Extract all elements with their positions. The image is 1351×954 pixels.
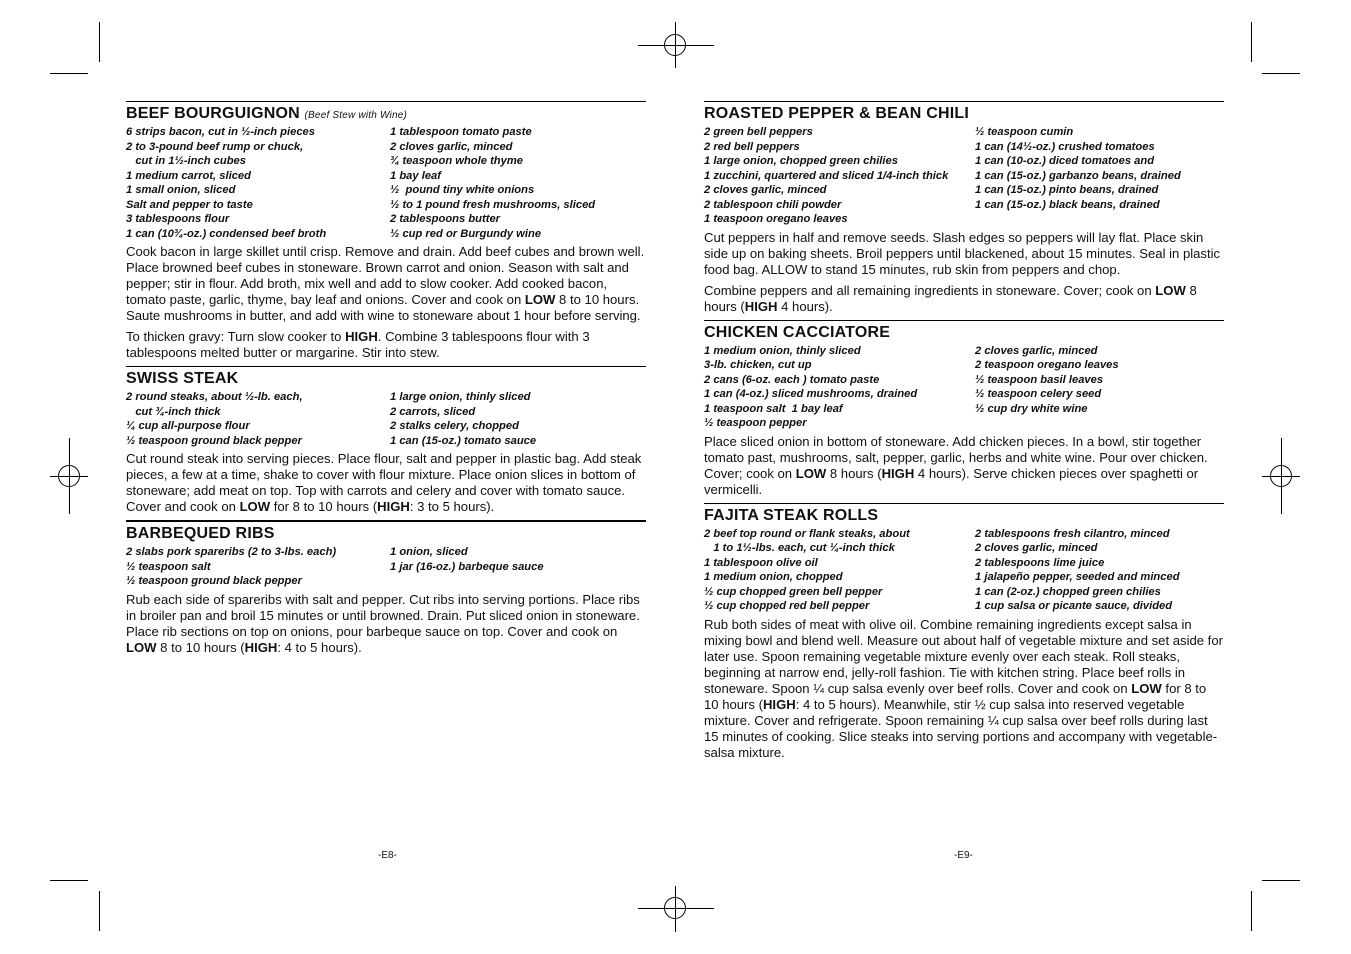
ingredient: ½ teaspoon cumin <box>975 126 1074 138</box>
ingredient: cut ¾-inch thick <box>126 405 221 418</box>
ingredient: ½ pound tiny white onions <box>390 184 535 196</box>
crop-mark <box>99 22 100 62</box>
crop-mark <box>1262 73 1300 74</box>
ingredient: ½ teaspoon celery seed <box>975 388 1102 400</box>
ingredient-column-left <box>704 344 967 431</box>
ingredient-column-left <box>704 527 967 614</box>
ingredient-list <box>704 527 1224 614</box>
ingredient: 1 medium onion, thinly sliced <box>704 344 861 357</box>
instructions-paragraph: Cook bacon in large skillet until crisp. Remove and drain. Add beef cubes and brown well. Place browned beef cubes in stoneware. Brown carrot and onion. Season with salt and pepper; stir in flour. Add broth, mix well and add to slow cooker. Add cooked bacon, tomato paste, garlic, thyme, bay leaf and onions. Cover and cook on LOW 8 to 10 hours. Saute mushrooms in butter, and add with wine to stoneware about 1 hour before serving. <box>126 244 645 323</box>
ingredient: 1 teaspoon salt 1 bay leaf <box>704 402 843 415</box>
ingredient: 2 cloves garlic, minced <box>390 140 513 153</box>
ingredient: ½ cup chopped green bell pepper <box>704 585 883 598</box>
ingredient: 2 beef top round or flank steaks, about <box>704 527 910 540</box>
ingredient: ¾ teaspoon whole thyme <box>390 155 524 167</box>
ingredient-column-left <box>704 125 967 227</box>
ingredient: 1 can (14½-oz.) crushed tomatoes <box>975 140 1155 153</box>
recipe-title: ROASTED PEPPER & BEAN CHILI <box>704 105 969 122</box>
ingredient: 1 to 1½-lbs. each, cut ¼-inch thick <box>704 542 895 554</box>
ingredient: ½ teaspoon pepper <box>704 417 807 429</box>
ingredient-list <box>126 125 646 241</box>
ingredient: 1 cup salsa or picante sauce, divided <box>975 600 1173 612</box>
instructions-paragraph: Cut round steak into serving pieces. Place flour, salt and pepper in plastic bag. Add steak pieces, a few at a time, shake to cover with flour mixture. Place onion slices in bottom of stoneware; add meat on top. Top with carrots and celery and cover with tomato sauce. Cover and cook on LOW for 8 to 10 hours (HIGH: 3 to 5 hours). <box>126 451 642 514</box>
section-divider <box>126 366 646 367</box>
ingredient: 2 round steaks, about ½-lb. each, <box>126 391 303 403</box>
ingredient: 3-lb. chicken, cut up <box>704 359 812 371</box>
ingredient-column-right <box>390 390 646 448</box>
recipe-roasted-pepper-bean-chili <box>704 101 1224 315</box>
ingredient: 2 slabs pork spareribs (2 to 3-lbs. each) <box>126 546 337 558</box>
ingredient: 1 can (15-oz.) tomato sauce <box>390 434 537 447</box>
crop-mark <box>1262 476 1300 477</box>
recipe-title <box>126 105 646 123</box>
ingredient-column-left <box>126 545 382 589</box>
ingredient: 1 bay leaf <box>390 169 441 182</box>
recipe-title-text: BEEF BOURGUIGNON <box>126 105 300 122</box>
ingredient: 2 cloves garlic, minced <box>975 542 1098 554</box>
ingredient-list <box>704 344 1224 431</box>
ingredient: ½ teaspoon ground black pepper <box>126 575 302 587</box>
ingredient: ¼ cup all-purpose flour <box>126 420 250 432</box>
instructions-paragraph: Place sliced onion in bottom of stoneware. Add chicken pieces. In a bowl, stir together tomato past, mushrooms, salt, pepper, garlic, herbs and white wine. Pour over chicken. Cover; cook on LOW 8 hours (HIGH 4 hours). Serve chicken pieces over spaghetti or vermicelli. <box>704 433 1208 497</box>
recipe-chicken-cacciatore <box>704 320 1224 498</box>
recipe-barbequed-ribs <box>126 520 646 656</box>
instructions-paragraph: Rub each side of spareribs with salt and pepper. Cut ribs into serving portions. Place ribs in broiler pan and broil 15 minutes or until browned. Drain. Put sliced onion in stoneware. Place rib sections on top on onions, pour barbeque sauce on top. Cover and cook on LOW 8 to 10 hours (HIGH: 4 to 5 hours). <box>126 591 640 655</box>
recipe-title: SWISS STEAK <box>126 370 239 387</box>
ingredient: cut in 1½-inch cubes <box>126 155 246 167</box>
ingredient: 2 cloves garlic, minced <box>975 344 1098 357</box>
crop-mark <box>675 886 676 932</box>
ingredient: 1 small onion, sliced <box>126 184 236 196</box>
ingredient-column-right <box>390 125 646 241</box>
section-divider <box>126 101 646 102</box>
ingredient: 2 tablespoons fresh cilantro, minced <box>975 527 1170 540</box>
crop-mark <box>1262 880 1300 881</box>
ingredient: ½ teaspoon basil leaves <box>975 373 1104 386</box>
ingredient: 1 zucchini, quartered and sliced 1/4-inch thick <box>704 169 949 182</box>
ingredient-column-right <box>390 545 646 589</box>
ingredient: 1 can (10-oz.) diced tomatoes and <box>975 155 1155 167</box>
ingredient: 2 green bell peppers <box>704 126 813 138</box>
ingredient: 2 cloves garlic, minced <box>704 184 827 196</box>
crop-mark <box>99 891 100 931</box>
left-page <box>126 101 646 661</box>
instructions-paragraph: To thicken gravy: Turn slow cooker to HIGH. Combine 3 tablespoons flour with 3 tablespoons melted butter or margarine. Stir into stew. <box>126 329 590 360</box>
ingredient: 1 onion, sliced <box>390 546 468 558</box>
ingredient-list <box>704 125 1224 227</box>
recipe-subtitle: (Beef Stew with Wine) <box>304 110 408 121</box>
instructions-paragraph: Combine peppers and all remaining ingredients in stoneware. Cover; cook on LOW 8 hours (HIGH 4 hours). <box>704 282 1197 314</box>
ingredient: 2 tablespoons lime juice <box>975 556 1105 569</box>
ingredient: 2 carrots, sliced <box>390 405 476 418</box>
ingredient: 2 tablespoons butter <box>390 213 501 225</box>
section-divider <box>704 320 1224 321</box>
ingredient: 1 can (2-oz.) chopped green chilies <box>975 585 1161 598</box>
ingredient: ½ teaspoon ground black pepper <box>126 434 302 447</box>
ingredient: 3 tablespoons flour <box>126 213 230 225</box>
recipe-title: FAJITA STEAK ROLLS <box>704 506 879 524</box>
ingredient: 1 jar (16-oz.) barbeque sauce <box>390 560 544 573</box>
ingredient: ½ cup chopped red bell pepper <box>704 600 870 612</box>
crop-mark <box>638 45 714 46</box>
crop-mark <box>50 476 88 477</box>
ingredient: 1 can (15-oz.) black beans, drained <box>975 198 1160 211</box>
ingredient-column-left <box>126 390 382 448</box>
ingredient-column-left <box>126 125 382 241</box>
recipe-fajita-steak-rolls <box>704 503 1224 761</box>
ingredient: 2 red bell peppers <box>704 140 800 153</box>
ingredient: 1 tablespoon tomato paste <box>390 126 532 138</box>
page-number: -E8- <box>378 850 397 861</box>
ingredient-column-right <box>975 527 1224 614</box>
ingredient: 2 cans (6-oz. each ) tomato paste <box>704 373 880 386</box>
page-number: -E9- <box>954 850 973 861</box>
recipe-title: CHICKEN CACCIATORE <box>704 323 891 341</box>
right-page <box>704 101 1224 766</box>
crop-mark <box>638 908 714 909</box>
instructions-paragraph: Rub both sides of meat with olive oil. Combine remaining ingredients except salsa in mixing bowl and blend well. Measure out about half of vegetable mixture and set aside for later use. Spoon remaining vegetable mixture evenly over each steak. Roll steaks, beginning at narrow end, jelly-roll fashion. Tie with kitchen string. Place beef rolls in stoneware. Spoon ¼ cup salsa evenly over beef rolls. Cover and cook on LOW for 8 to 10 hours (HIGH: 4 to 5 hours). Meanwhile, stir ½ cup salsa into reserved vegetable mixture. Cover and refrigerate. Spoon remaining ¼ cup salsa over beef rolls during last 15 minutes of cooking. Slice steaks into serving portions and accompany with vegetable-salsa mixture. <box>704 616 1223 760</box>
ingredient: 1 tablespoon olive oil <box>704 556 818 569</box>
section-divider <box>704 503 1224 504</box>
recipe-title: BARBEQUED RIBS <box>126 525 275 542</box>
ingredient: 1 medium carrot, sliced <box>126 169 251 182</box>
ingredient-list <box>126 390 646 448</box>
ingredient: ½ cup dry white wine <box>975 402 1088 415</box>
crop-mark <box>50 73 88 74</box>
ingredient: 2 to 3-pound beef rump or chuck, <box>126 140 304 153</box>
ingredient: 1 jalapeño pepper, seeded and minced <box>975 571 1180 583</box>
ingredient: ½ teaspoon salt <box>126 560 211 573</box>
ingredient-list <box>126 545 646 589</box>
ingredient: 1 can (15-oz.) pinto beans, drained <box>975 184 1159 196</box>
ingredient: 1 can (10¾-oz.) condensed beef broth <box>126 227 327 240</box>
ingredient: 1 large onion, thinly sliced <box>390 391 531 403</box>
ingredient: 1 medium onion, chopped <box>704 571 843 583</box>
instructions-paragraph: Cut peppers in half and remove seeds. Slash edges so peppers will lay flat. Place skin side up on baking sheets. Broil peppers until blackened, about 15 minutes. Seal in plastic food bag. ALLOW to stand 15 minutes, rub skin from peppers and chop. <box>704 229 1221 277</box>
ingredient: 6 strips bacon, cut in ½-inch pieces <box>126 126 315 138</box>
ingredient: 2 tablespoon chili powder <box>704 198 842 211</box>
ingredient: 1 teaspoon oregano leaves <box>704 213 848 225</box>
ingredient-column-right <box>975 344 1224 431</box>
ingredient: 2 stalks celery, chopped <box>390 420 519 432</box>
ingredient: 1 can (15-oz.) garbanzo beans, drained <box>975 169 1181 182</box>
ingredient-column-right <box>975 125 1224 227</box>
recipe-swiss-steak <box>126 366 646 515</box>
ingredient: ½ to 1 pound fresh mushrooms, sliced <box>390 198 596 211</box>
ingredient: 1 can (4-oz.) sliced mushrooms, drained <box>704 388 918 400</box>
recipe-beef-bourguignon <box>126 101 646 361</box>
crop-mark <box>1251 891 1252 931</box>
crop-mark <box>50 880 88 881</box>
ingredient: Salt and pepper to taste <box>126 198 253 211</box>
section-divider <box>126 520 646 522</box>
ingredient: 2 teaspoon oregano leaves <box>975 359 1119 371</box>
ingredient: 1 large onion, chopped green chilies <box>704 155 898 167</box>
crop-mark <box>1251 22 1252 62</box>
section-divider <box>704 101 1224 102</box>
ingredient: ½ cup red or Burgundy wine <box>390 227 542 240</box>
